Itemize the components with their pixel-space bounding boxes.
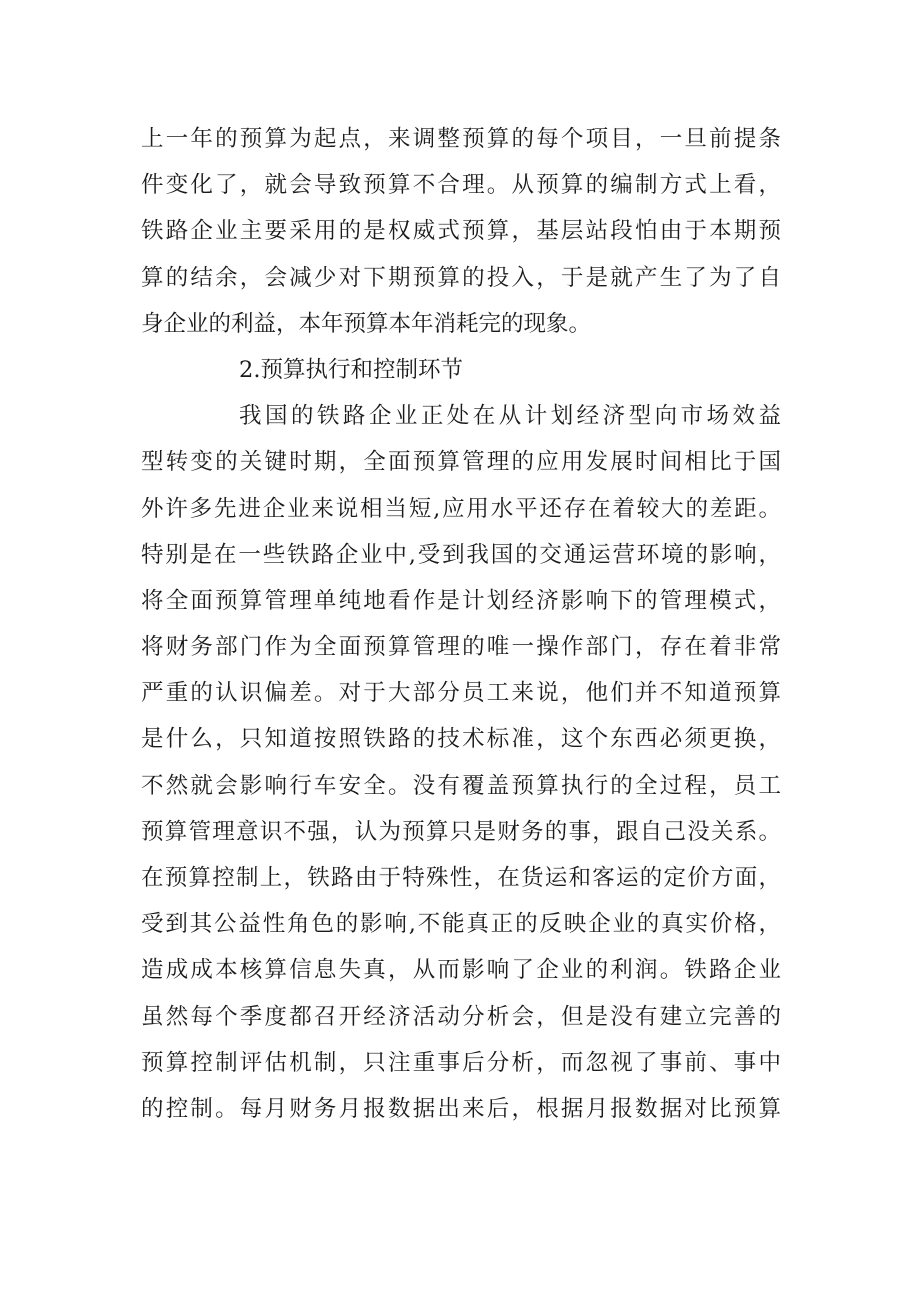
text-line: 将全面预算管理单纯地看作是计划经济影响下的管理模式，: [141, 587, 781, 614]
text-line: 将财务部门作为全面预算管理的唯一操作部门，存在着非常: [141, 634, 781, 661]
text-line: 特别是在一些铁路企业中,受到我国的交通运营环境的影响，: [141, 541, 781, 568]
document-body: [141, 116, 781, 1132]
paragraph-2: [141, 393, 781, 1132]
text-line: 严重的认识偏差。对于大部分员工来说，他们并不知道预算: [141, 680, 781, 707]
text-line: 是什么，只知道按照铁路的技术标准，这个东西必须更换，: [141, 726, 781, 753]
text-line: 不然就会影响行车安全。没有覆盖预算执行的全过程，员工: [141, 772, 781, 799]
text-line: 预算管理意识不强，认为预算只是财务的事，跟自己没关系。: [141, 818, 781, 845]
text-line: 受到其公益性角色的影响,不能真正的反映企业的真实价格，: [141, 911, 781, 938]
text-line: 件变化了，就会导致预算不合理。从预算的编制方式上看，: [141, 172, 781, 199]
paragraph-1: [141, 116, 781, 347]
text-line: 外许多先进企业来说相当短,应用水平还存在着较大的差距。: [141, 495, 781, 522]
section-heading: 2.预算执行和控制环节: [239, 356, 463, 383]
text-line: 身企业的利益，本年预算本年消耗完的现象。: [141, 310, 592, 337]
text-line: 我国的铁路企业正处在从计划经济型向市场效益: [239, 403, 781, 430]
text-line: 在预算控制上，铁路由于特殊性，在货运和客运的定价方面，: [141, 865, 781, 891]
text-line: 型转变的关键时期，全面预算管理的应用发展时间相比于国: [141, 449, 781, 476]
text-line: 预算控制评估机制，只注重事后分析，而忽视了事前、事中: [141, 1049, 781, 1076]
text-line: 的控制。每月财务月报数据出来后，根据月报数据对比预算: [141, 1095, 781, 1122]
text-line: 虽然每个季度都召开经济活动分析会，但是没有建立完善的: [141, 1003, 781, 1030]
text-line: 造成成本核算信息失真，从而影响了企业的利润。铁路企业: [141, 957, 781, 984]
text-line: 上一年的预算为起点，来调整预算的每个项目，一旦前提条: [141, 126, 781, 152]
text-line: 算的结余，会减少对下期预算的投入，于是就产生了为了自: [141, 264, 781, 291]
text-line: 铁路企业主要采用的是权威式预算，基层站段怕由于本期预: [141, 218, 781, 245]
